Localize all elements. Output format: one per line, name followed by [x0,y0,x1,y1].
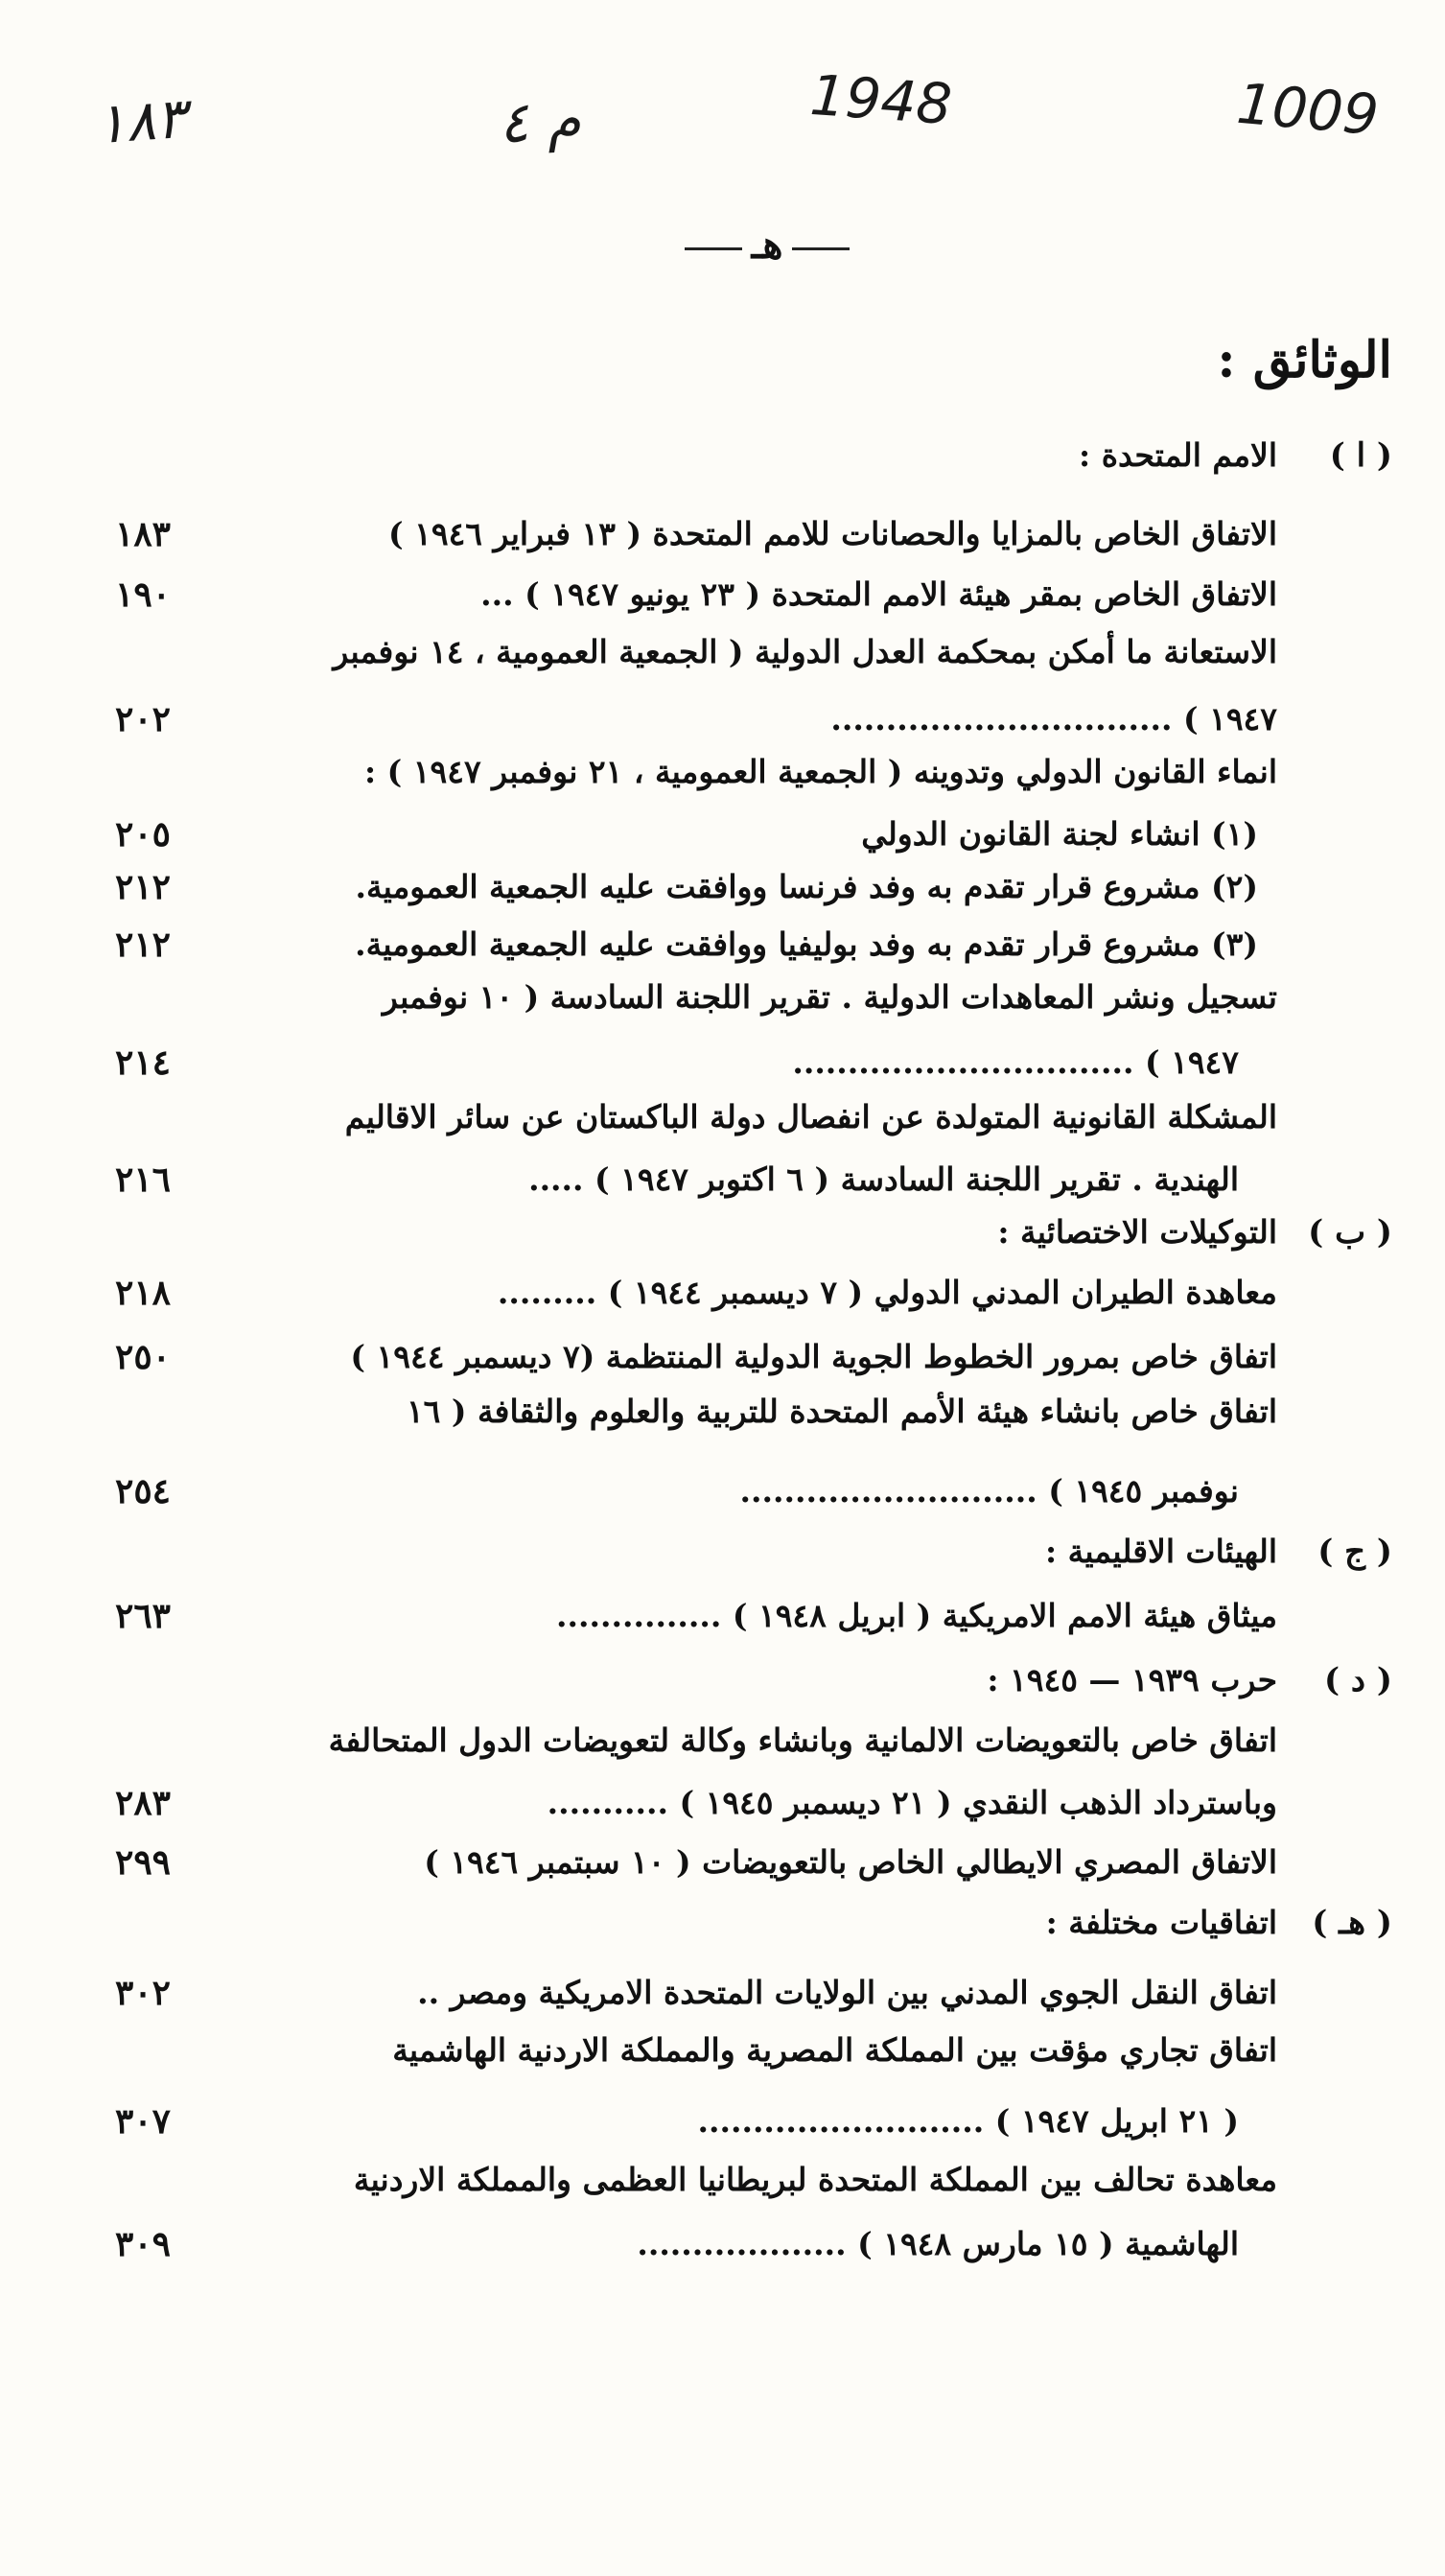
toc-line-text: ميثاق هيئة الامم الامريكية ( ابريل ١٩٤٨ ) ............... [556,1597,1277,1634]
toc-line-text: الهاشمية ( ١٥ مارس ١٩٤٨ ) ................... [637,2225,1239,2262]
toc-line [115,1034,1392,1091]
toc-line-text: معاهدة الطيران المدني الدولي ( ٧ ديسمبر ١٩٤٤ ) ......... [497,1274,1277,1311]
section-title: اتفاقيات مختلفة : [1045,1904,1277,1941]
section-label: ( هـ ) [1312,1904,1392,1942]
toc-page-number: ٣٠٧ [115,2101,172,2142]
toc-line-text: (٣) مشروع قرار تقدم به وفد بوليفيا ووافقت عليه الجمعية العمومية. [355,925,1258,963]
toc-line-text: ( ٢١ ابريل ١٩٤٧ ) .......................... [697,2102,1239,2140]
toc-line [115,1774,1392,1832]
toc-line-text: (٢) مشروع قرار تقدم به وفد فرنسا ووافقت عليه الجمعية العمومية. [355,868,1258,905]
toc-line [115,1151,1392,1208]
toc-line-text: ١٩٤٧ ) ............................... [830,700,1277,738]
toc-page-number: ٢١٨ [115,1273,172,1313]
toc-page-number: ٢١٦ [115,1159,172,1200]
toc-page-number: ٢١٢ [115,867,172,907]
toc-line [115,1463,1392,1520]
toc-line [115,2022,1392,2079]
toc-line-text: اتفاق خاص بمرور الخطوط الجوية الدولية المنتظمة (٧ ديسمبر ١٩٤٤ ) [350,1338,1277,1375]
toc-line-text: الاستعانة ما أمكن بمحكمة العدل الدولية ( الجمعية العمومية ، ١٤ نوفمبر [333,633,1277,670]
toc-line [115,743,1392,801]
toc-line-text: اتفاق النقل الجوي المدني بين الولايات المتحدة الامريكية ومصر .. [417,1974,1277,2011]
page-letter-text: هـ [751,222,783,268]
toc-page-number: ١٨٣ [115,514,172,554]
toc-line-text: اتفاق تجاري مؤقت بين المملكة المصرية والمملكة الاردنية الهاشمية [392,2031,1277,2069]
handwritten-note-right: 1009 [1234,70,1382,149]
section-title: التوكيلات الاختصائية : [997,1213,1277,1251]
toc-line-text: المشكلة القانونية المتولدة عن انفصال دولة الباكستان عن سائر الاقاليم [344,1098,1277,1136]
toc-line-text: تسجيل ونشر المعاهدات الدولية . تقرير اللجنة السادسة ( ١٠ نوفمبر [382,978,1277,1016]
toc-line [115,505,1392,563]
section-title: الامم المتحدة : [1079,436,1277,474]
toc-line [115,1264,1392,1322]
toc-line [115,2151,1392,2209]
toc-line [115,1328,1392,1386]
toc-line [115,916,1392,973]
toc-page-number: ٣٠٩ [115,2224,172,2264]
toc-page-number: ٢٠٢ [115,699,172,739]
toc-line-text: نوفمبر ١٩٤٥ ) ........................... [739,1472,1239,1510]
toc-line [115,2215,1392,2273]
toc-line [115,1712,1392,1769]
toc-line-text: معاهدة تحالف بين المملكة المتحدة لبريطانيا العظمى والمملكة الاردنية [353,2161,1277,2198]
toc-line-text: الهندية . تقرير اللجنة السادسة ( ٦ اكتوبر ١٩٤٧ ) ..... [528,1160,1239,1198]
toc-page-number: ٢١٢ [115,925,172,965]
toc-page-number: ٢٠٥ [115,814,172,855]
toc-line-text: الاتفاق الخاص بمقر هيئة الامم المتحدة ( ٢٣ يونيو ١٩٤٧ ) ... [480,575,1277,613]
toc-line [115,1834,1392,1891]
page-letter [671,222,863,268]
toc-page-number: ٢١٤ [115,1042,172,1083]
toc-line [115,1089,1392,1146]
toc-line-text: الاتفاق المصري الايطالي الخاص بالتعويضات ( ١٠ سبتمبر ١٩٤٦ ) [424,1843,1277,1881]
section-row-a [115,427,1392,484]
toc-line [115,2093,1392,2150]
toc-line-text: (١) انشاء لجنة القانون الدولي [861,815,1258,853]
toc-line-text: وباسترداد الذهب النقدي ( ٢١ ديسمبر ١٩٤٥ ) ........... [547,1784,1277,1821]
handwritten-note-reference: م ٤ [496,85,583,156]
toc-line [115,1587,1392,1645]
right-dash [792,247,850,250]
section-label: ( ا ) [1329,436,1392,475]
toc-page-number: ٢٥٠ [115,1337,172,1377]
toc-page-number: ٢٨٣ [115,1783,172,1823]
toc-line [115,969,1392,1026]
left-dash [685,247,742,250]
toc-line-text: اتفاق خاص بالتعويضات الالمانية وبانشاء وكالة لتعويضات الدول المتحالفة [328,1721,1277,1759]
toc-line-text: انماء القانون الدولي وتدوينه ( الجمعية العمومية ، ٢١ نوفمبر ١٩٤٧ ) : [363,753,1277,790]
toc-page-number: ٢٩٩ [115,1842,172,1883]
section-row-e [115,1894,1392,1952]
toc-line-text: الاتفاق الخاص بالمزايا والحصانات للامم المتحدة ( ١٣ فبراير ١٩٤٦ ) [388,515,1277,552]
section-row-b [115,1204,1392,1261]
toc-line [115,1964,1392,2022]
toc-line [115,566,1392,623]
section-label: ( ب ) [1308,1213,1392,1252]
section-label: ( ج ) [1317,1533,1392,1571]
toc-line [115,858,1392,916]
toc-line [115,806,1392,863]
section-title: حرب ١٩٣٩ — ١٩٤٥ : [987,1661,1277,1698]
documents-heading: الوثائق : [1217,331,1392,389]
section-row-c [115,1523,1392,1581]
section-row-d [115,1651,1392,1709]
section-title: الهيئات الاقليمية : [1044,1533,1277,1570]
toc-page-number: ٢٥٤ [115,1471,172,1511]
toc-page-number: ٢٦٣ [115,1596,172,1636]
toc-line [115,1383,1392,1440]
toc-page-number: ٣٠٢ [115,1973,172,2013]
section-label: ( د ) [1324,1661,1392,1699]
handwritten-note-left: ١٨٣ [93,84,188,157]
toc-line [115,623,1392,681]
toc-page-number: ١٩٠ [115,574,172,615]
toc-line-text: ١٩٤٧ ) ............................... [792,1043,1239,1081]
toc-line-text: اتفاق خاص بانشاء هيئة الأمم المتحدة للتربية والعلوم والثقافة ( ١٦ [406,1393,1277,1430]
toc-line [115,691,1392,748]
handwritten-note-year: 1948 [807,61,954,138]
